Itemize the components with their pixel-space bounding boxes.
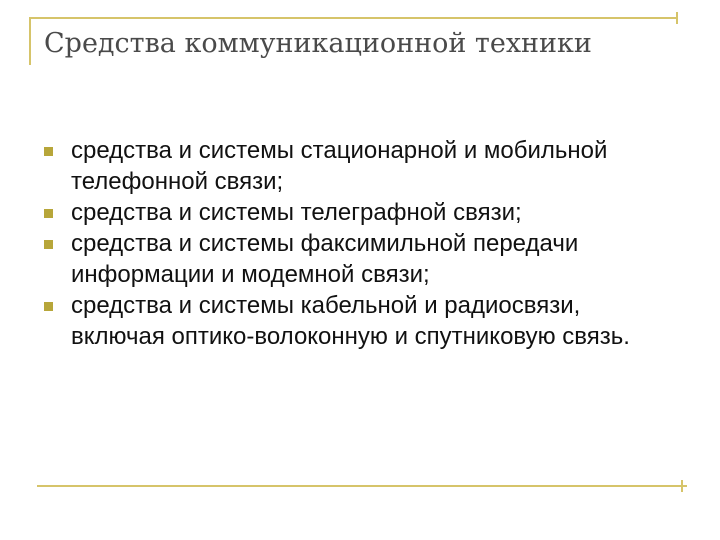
square-bullet-icon [44, 147, 53, 156]
bullet-text: средства и системы телеграфной связи; [71, 199, 522, 226]
square-bullet-icon [44, 302, 53, 311]
bullet-item [40, 290, 680, 352]
frame-bottom-tick [681, 480, 683, 492]
bullet-item [40, 135, 680, 197]
bullet-text: средства и системы кабельной и радиосвязи, включая оптико-волоконную и спутниковую связь. [71, 292, 630, 350]
frame-right-tick [676, 12, 678, 24]
square-bullet-icon [44, 240, 53, 249]
frame-bottom-line [37, 485, 687, 487]
frame-left-line [29, 17, 31, 65]
bullet-text: средства и системы стационарной и мобильной телефонной связи; [71, 137, 608, 195]
square-bullet-icon [44, 209, 53, 218]
bullet-item [40, 228, 680, 290]
bullet-list [40, 135, 680, 352]
bullet-text: средства и системы факсимильной передачи информации и модемной связи; [71, 230, 579, 288]
frame-top-line [30, 17, 678, 19]
bullet-item [40, 197, 680, 228]
slide-title: Средства коммуникационной техники [44, 28, 592, 59]
